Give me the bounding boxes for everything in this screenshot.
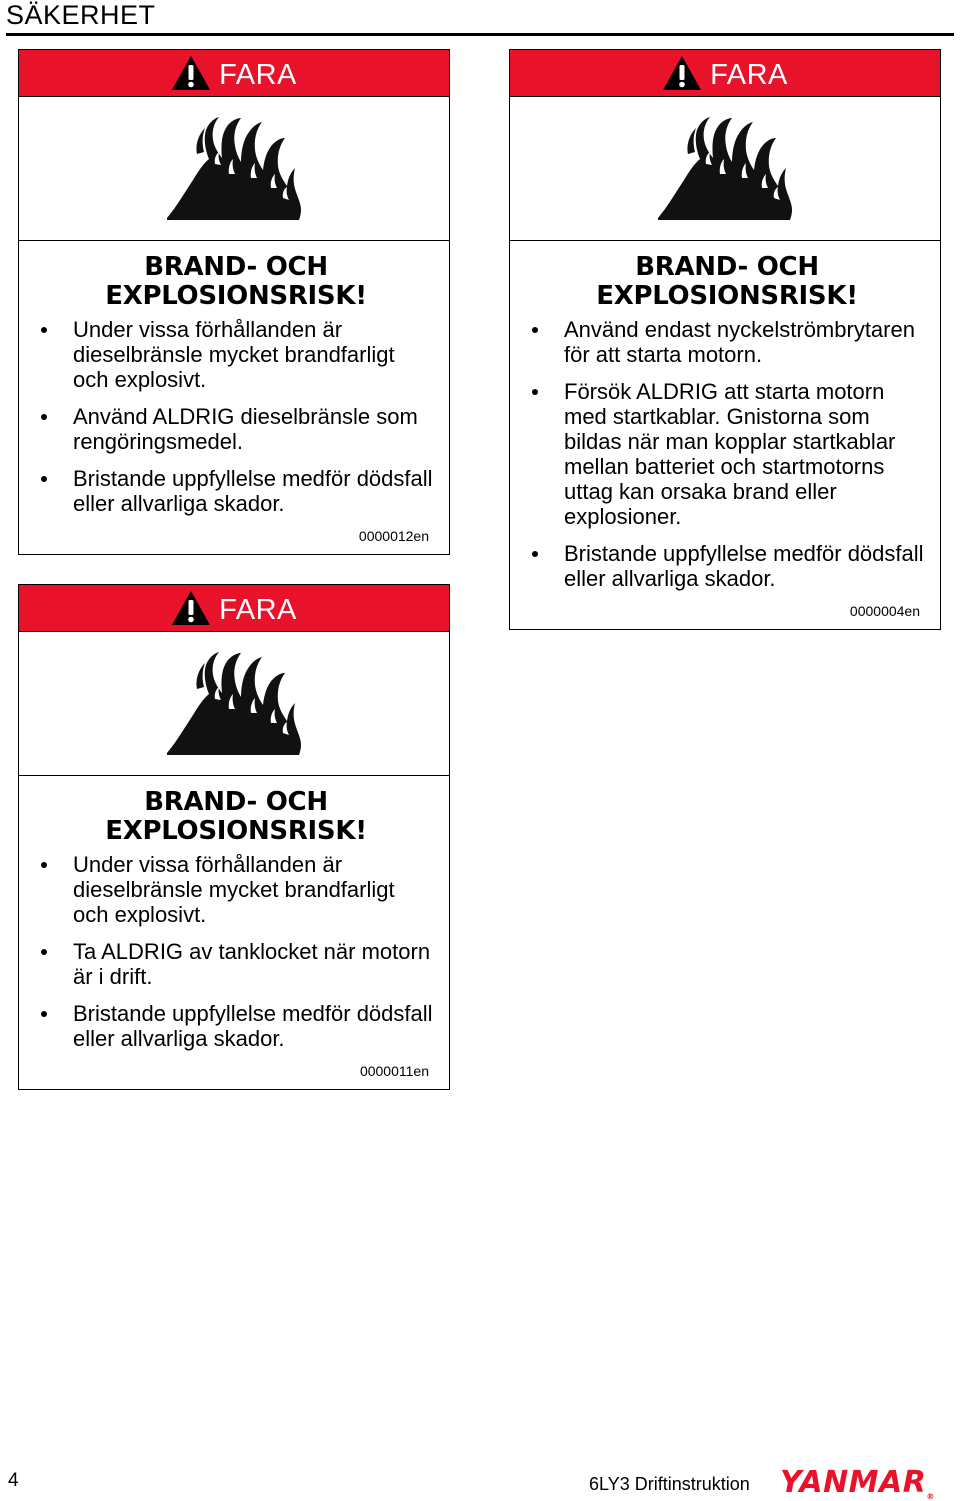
fire-flame-icon xyxy=(159,649,309,759)
bullet-text: Använd endast nyckelströmbrytaren för att starta motorn. xyxy=(564,317,915,367)
hazard-bullet-list xyxy=(530,317,924,591)
list-item xyxy=(39,317,433,392)
danger-label: FARA xyxy=(219,593,297,626)
registered-mark: ® xyxy=(926,1492,935,1501)
warning-triangle-icon xyxy=(662,55,702,91)
bullet-icon xyxy=(532,389,538,395)
bullet-icon xyxy=(532,551,538,557)
bullet-icon xyxy=(41,1011,47,1017)
bullet-icon xyxy=(532,327,538,333)
hazard-heading xyxy=(530,253,924,311)
reference-code: 0000004en xyxy=(849,603,920,619)
bullet-icon xyxy=(41,327,47,333)
reference-code: 0000012en xyxy=(358,528,429,544)
section-title: SÄKERHET xyxy=(6,0,156,30)
hazard-heading-line1: BRAND- OCH xyxy=(144,787,328,817)
bullet-icon xyxy=(41,862,47,868)
list-item xyxy=(39,1001,433,1051)
bullet-text: Bristande uppfyllelse medför dödsfall eller allvarliga skador. xyxy=(73,1001,433,1051)
fire-pictogram xyxy=(19,97,449,241)
list-item xyxy=(39,852,433,927)
hazard-heading-line1: BRAND- OCH xyxy=(635,252,819,282)
hazard-heading-line2: EXPLOSIONSRISK! xyxy=(596,281,858,311)
section-title-rule xyxy=(6,33,954,36)
bullet-icon xyxy=(41,949,47,955)
warning-triangle-icon xyxy=(171,55,211,91)
hazard-heading xyxy=(39,253,433,311)
list-item xyxy=(39,466,433,516)
danger-header xyxy=(510,50,940,97)
list-item xyxy=(530,541,924,591)
page-number: 4 xyxy=(8,1470,19,1491)
document-title: 6LY3 Driftinstruktion xyxy=(589,1474,750,1494)
bullet-text: Ta ALDRIG av tanklocket när motorn är i drift. xyxy=(73,939,431,989)
bullet-text: Använd ALDRIG dieselbränsle som rengöringsmedel. xyxy=(73,404,418,454)
list-item xyxy=(39,404,433,454)
fire-flame-icon xyxy=(650,114,800,224)
fire-pictogram xyxy=(510,97,940,241)
bullet-icon xyxy=(41,414,47,420)
hazard-heading-line2: EXPLOSIONSRISK! xyxy=(105,816,367,846)
brand-wordmark: YANMAR xyxy=(780,1465,927,1500)
bullet-icon xyxy=(41,476,47,482)
brand-logo xyxy=(780,1465,935,1501)
fire-flame-icon xyxy=(159,114,309,224)
bullet-text: Under vissa förhållanden är dieselbränsle mycket brandfarligt och explosivt. xyxy=(73,852,395,927)
list-item xyxy=(530,379,924,529)
hazard-bullet-list xyxy=(39,852,433,1051)
list-item xyxy=(39,939,433,989)
danger-header xyxy=(19,585,449,632)
danger-label: FARA xyxy=(219,58,297,91)
list-item xyxy=(530,317,924,367)
hazard-heading-line2: EXPLOSIONSRISK! xyxy=(105,281,367,311)
bullet-text: Under vissa förhållanden är dieselbränsle mycket brandfarligt och explosivt. xyxy=(73,317,395,392)
hazard-heading-line1: BRAND- OCH xyxy=(144,252,328,282)
fire-pictogram xyxy=(19,632,449,776)
danger-header xyxy=(19,50,449,97)
danger-card-fuel-cap xyxy=(18,584,450,1090)
bullet-text: Försök ALDRIG att starta motorn med startkablar. Gnistorna som bildas när man kopplar startkablar mellan batteriet och startmotorns uttag kan orsaka brand eller explosioner. xyxy=(564,379,896,529)
danger-label: FARA xyxy=(710,58,788,91)
bullet-text: Bristande uppfyllelse medför dödsfall eller allvarliga skador. xyxy=(73,466,433,516)
hazard-bullet-list xyxy=(39,317,433,516)
reference-code: 0000011en xyxy=(359,1063,429,1079)
danger-card-fuel-flammability xyxy=(18,49,450,555)
bullet-text: Bristande uppfyllelse medför dödsfall eller allvarliga skador. xyxy=(564,541,924,591)
danger-card-jump-start xyxy=(509,49,941,630)
hazard-heading xyxy=(39,788,433,846)
warning-triangle-icon xyxy=(171,590,211,626)
